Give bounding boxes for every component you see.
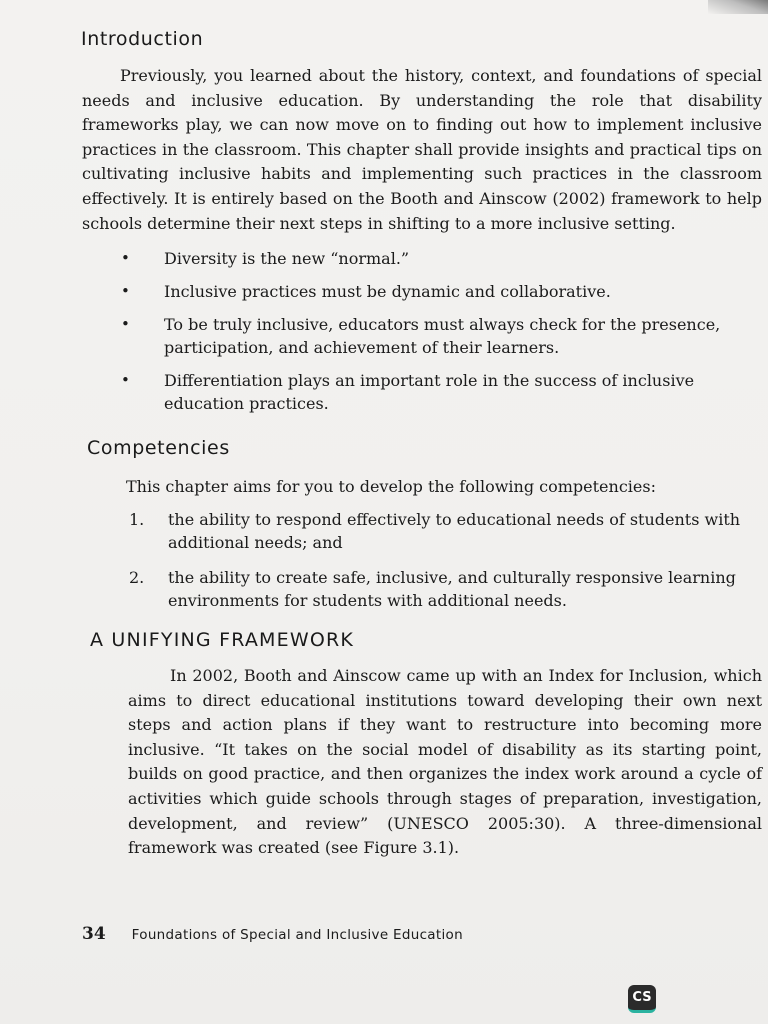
- bullet-text: Diversity is the new “normal.”: [164, 249, 410, 268]
- list-item: [118, 280, 763, 303]
- item-number: 2.: [129, 568, 145, 587]
- page-corner-shadow: [708, 0, 768, 14]
- bullet-icon: •: [121, 249, 130, 267]
- list-item: [126, 508, 763, 554]
- competencies-heading: Competencies: [87, 437, 230, 459]
- bullet-text: Differentiation plays an important role in the success of inclusive education practices.: [164, 371, 695, 413]
- item-number: 1.: [129, 510, 145, 529]
- page-footer: [82, 924, 502, 944]
- competencies-intro: This chapter aims for you to develop the following competencies:: [126, 477, 656, 496]
- item-text: the ability to create safe, inclusive, and culturally responsive learning environments for students with additional needs.: [168, 568, 736, 610]
- competencies-list: [126, 508, 763, 624]
- framework-heading: A UNIFYING FRAMEWORK: [90, 629, 355, 651]
- introduction-paragraph: Previously, you learned about the history, context, and foundations of special needs and inclusive education. By understanding the role that disability frameworks play, we can now move on to finding out how to implement inclusive practices in the classroom. This chapter shall provide insights and practical tips on cultivating inclusive habits and implementing such practices in the classroom effectively. It is entirely based on the Booth and Ainscow (2002) framework to help schools determine their next steps in shifting to a more inclusive setting.: [82, 66, 762, 233]
- key-points-list: [118, 247, 763, 425]
- introduction-heading: Introduction: [81, 28, 204, 50]
- item-text: the ability to respond effectively to educational needs of students with additional needs; and: [168, 510, 741, 552]
- page-number: 34: [82, 924, 106, 944]
- list-item: [118, 247, 763, 270]
- bullet-icon: •: [121, 282, 130, 300]
- bullet-text: To be truly inclusive, educators must always check for the presence, participation, and achievement of their learners.: [164, 315, 721, 357]
- camscanner-logo-icon: CS: [628, 985, 656, 1013]
- book-title: Foundations of Special and Inclusive Education: [131, 927, 463, 943]
- list-item: [118, 369, 763, 415]
- bullet-icon: •: [121, 315, 130, 333]
- bullet-text: Inclusive practices must be dynamic and collaborative.: [164, 282, 611, 301]
- framework-paragraph: In 2002, Booth and Ainscow came up with an Index for Inclusion, which aims to direct educational institutions toward developing their own next steps and action plans if they want to restructure into becoming more inclusive. “It takes on the social model of disability as its starting point, builds on good practice, and then organizes the index work around a cycle of activities which guide schools through stages of preparation, investigation, development, and review” (UNESCO 2005:30). A three-dimensional framework was created (see Figure 3.1).: [128, 666, 762, 858]
- list-item: [118, 313, 763, 359]
- bullet-icon: •: [121, 371, 130, 389]
- list-item: [126, 566, 763, 612]
